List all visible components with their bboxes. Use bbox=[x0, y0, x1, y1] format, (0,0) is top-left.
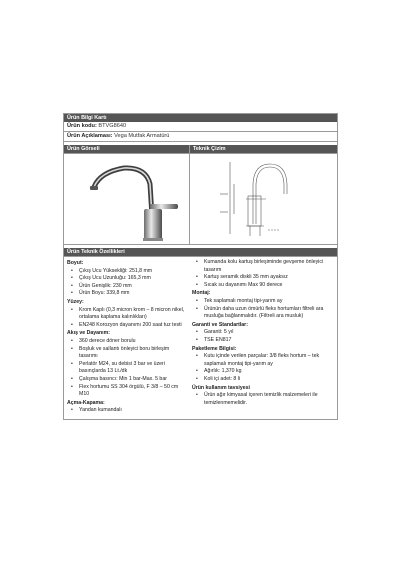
spec-bullet: • Çalışma basıncı: Min 1 bar-Max. 5 bar bbox=[67, 376, 186, 384]
specs-left-column bbox=[64, 257, 189, 419]
spec-bullet: • Kumanda kolu kartuş birleşiminde gevşeme önleyici tasarım bbox=[192, 259, 334, 274]
faucet-photo bbox=[64, 154, 189, 244]
spec-bullet: • 360 derece döner borulu bbox=[67, 338, 186, 346]
spec-bullet: • Ürün ağır kimyasal içeren temizlik malzemeleri ile temizlenmemelidir. bbox=[192, 392, 334, 407]
product-desc-value: Vega Mutfak Armatürü bbox=[114, 133, 170, 139]
spec-bullet: • Ürün Genişlik: 230 mm bbox=[67, 283, 186, 291]
spec-bullet: • Ürün Boyu: 339,8 mm bbox=[67, 290, 186, 298]
spec-bullet: • Kutu içinde verilen parçalar: 3/8 fleks hortum – tek saplamalı montaj tipi-yarım ay bbox=[192, 353, 334, 368]
spec-bullet: • Krom Kaplı (0,3 micron krom – 8 micron nikel, ortalama kaplama kalınlıkları) bbox=[67, 307, 186, 322]
spec-bullet: • Koli içi adet: 8 li bbox=[192, 376, 334, 384]
spec-heading: Paketleme Bilgisi: bbox=[192, 345, 237, 352]
spec-bullet: • EN248 Korozyon dayanımı 200 saat tuz testi bbox=[67, 322, 186, 330]
specs-body bbox=[64, 256, 337, 419]
spec-heading: Montaj: bbox=[192, 290, 211, 297]
spec-heading: Ürün kullanım tavsiyesi bbox=[192, 384, 250, 391]
product-desc-label: Ürün Açıklaması: bbox=[67, 133, 113, 139]
spec-bullet: • Yandan kumandalı bbox=[67, 407, 186, 415]
spec-bullet: • Ağırlık: 1,370 kg bbox=[192, 368, 334, 376]
product-code-label: Ürün kodu: bbox=[67, 123, 97, 129]
spec-bullet: • Garanti: 5 yıl bbox=[192, 329, 334, 337]
spec-bullet: • Perlatör M24, su debisi 3 bar ve üzeri basınçlarda 13 Lt./dk bbox=[67, 361, 186, 376]
spec-bullet: • Sıcak su dayanımı Max 90 derece bbox=[192, 282, 334, 290]
card-title: Ürün Bilgi Kartı bbox=[64, 114, 337, 122]
spec-bullet: • TSE EN817 bbox=[192, 337, 334, 345]
spec-bullet: • Tek saplamalı montaj tipi-yarım ay bbox=[192, 298, 334, 306]
spec-heading: Akış ve Dayanım: bbox=[67, 330, 110, 337]
specs-right-column bbox=[189, 257, 337, 419]
product-info-card bbox=[63, 113, 338, 420]
spec-bullet: • Çıkış Ucu Uzunluğu: 165,3 mm bbox=[67, 275, 186, 283]
image-header-row bbox=[64, 145, 337, 153]
product-desc-row bbox=[64, 132, 337, 142]
spec-bullet: • Flex hortumu SS 304 örgülü, F 3/8 – 50 cm M10 bbox=[67, 384, 186, 399]
spec-bullet: • Boşluk ve sallantı önleyici boru birleşim tasarımı bbox=[67, 346, 186, 361]
spec-heading: Yüzey: bbox=[67, 298, 84, 305]
image-row bbox=[64, 153, 337, 245]
spec-bullet: • Ürünün daha uzun ömürlü fleks hortumları filtreli ara musluğa bağlanmalıdır. (Filtreli ara musluk) bbox=[192, 306, 334, 321]
product-code-value: BTVG8640 bbox=[98, 123, 127, 129]
product-image-title: Ürün Görseli bbox=[64, 145, 189, 153]
spec-heading: Boyut: bbox=[67, 260, 84, 266]
spec-bullet: • Kartuş seramik diskli 35 mm ayaksız bbox=[192, 274, 334, 282]
technical-drawing-title: Teknik Çizim bbox=[190, 145, 337, 153]
spec-heading: Garanti ve Standartlar: bbox=[192, 321, 248, 328]
spec-heading: Açma-Kapama: bbox=[67, 399, 105, 406]
product-code-row bbox=[64, 122, 337, 132]
specs-title: Ürün Teknik Özellikleri bbox=[64, 248, 337, 256]
technical-drawing bbox=[190, 154, 338, 244]
spec-bullet: • Çıkış Ucu Yüksekliği: 251,8 mm bbox=[67, 268, 186, 276]
